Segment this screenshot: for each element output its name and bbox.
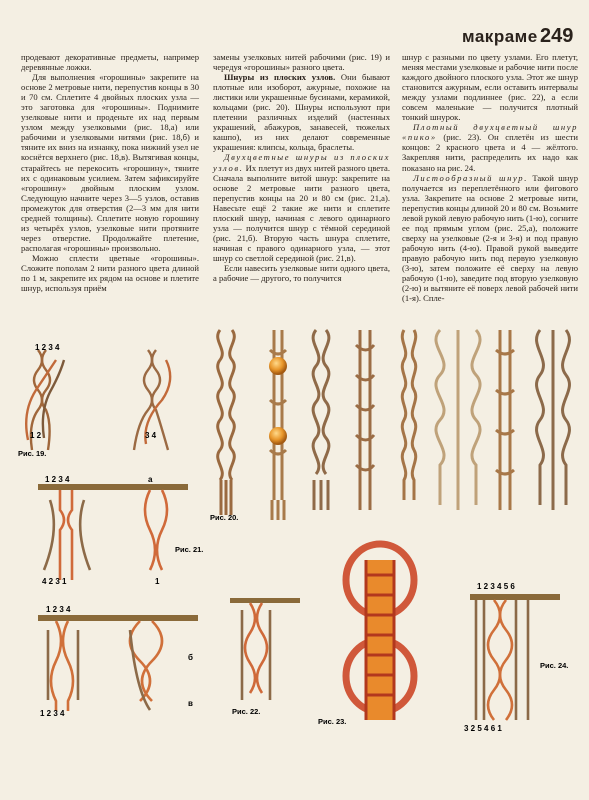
paragraph: замены узелковых нитей рабочими (рис. 19) и чередуя «горошины» разного цвета. [213, 52, 390, 73]
figure-24 [464, 582, 568, 733]
cord [537, 330, 570, 510]
figure-21 [38, 475, 203, 586]
figure-caption: Рис. 19. [18, 449, 47, 458]
cord [51, 621, 162, 711]
figure-22 [230, 598, 300, 716]
figure-caption: Рис. 20. [210, 513, 239, 522]
thread-numbers: 1 [155, 577, 160, 586]
section-heading: Двухцветные шнуры из плоских узлов. [213, 152, 390, 173]
holding-rod [38, 615, 198, 621]
thread-numbers: 1 2 3 4 [40, 709, 65, 718]
paragraph-text: Они бывают плотные или изоборот, ажурные, похожие на листики или украшенные бусинами, керамикой, кольцами (рис. 20). Шнуры используют при плетении различных изделий (настенных украшений, абажуров, занавесей, тюжелых кашпо), из них делают современные украшения: клипсы, кольца, браслеты. [213, 72, 390, 153]
paragraph-text: (рис. 23). Он сплетён из шести концов: 2 красного цвета и 4 — жёлтого. Закрепляя нити, распределить их надо как показано на рис. 24. [402, 132, 578, 173]
thread-numbers: 1 2 3 4 [46, 605, 71, 614]
cord [496, 330, 514, 510]
cord [218, 330, 235, 515]
holding-rod [230, 598, 300, 603]
cord [245, 603, 267, 693]
bead [269, 357, 287, 375]
figure-19 [18, 343, 170, 458]
figure-label: а [148, 475, 153, 484]
section-heading: Листообразный шнур. [413, 172, 528, 183]
thread-numbers: 1 2 3 4 5 6 [477, 582, 515, 591]
page-header-word: макраме [462, 27, 538, 46]
figure-caption: Рис. 21. [175, 545, 204, 554]
cord [402, 330, 415, 500]
thread-numbers: 3 2 5 4 6 1 [464, 724, 502, 733]
thread-numbers: 1 2 [30, 431, 42, 440]
paragraph-text: Их плетут из двух нитей разного цвета. Сначала выполните витой шнур: закрепите на основе 2 метровые нити разного цвета, перепустив концы на 20 и 80 см (рис. 21,а). Навесьте ещё 2 такие же нити и сплетите плоский шнур, начиная с левого одинарного узла — получится шнур с тёмной серединой (рис. 21,б). Вторую часть шнура сплетите, начиная с правого одинарного узла, — этот шнур со светлой серединой (рис. 21,в). [213, 162, 390, 263]
thread-numbers: 3 4 [145, 431, 157, 440]
holding-rod [470, 594, 560, 600]
holding-rod [38, 484, 188, 490]
thread-numbers: 4 2 3 1 [42, 577, 67, 586]
figure-label: б [188, 653, 193, 662]
figure-20 [210, 330, 569, 522]
paragraph: Если навесить узелковые нити одного цвета, а рабочие — другого, то получится [213, 262, 390, 284]
cord [313, 330, 329, 510]
figure-caption: Рис. 24. [540, 661, 569, 670]
bead [269, 427, 287, 445]
cord [44, 500, 90, 570]
cord [476, 600, 528, 720]
cord [356, 330, 374, 510]
paragraph-text: Такой шнур получается из переплетённого или фигового узла. Закрепите на основе 2 метровые нити, перепустив концы длиной 20 и 80 см. Возьмите левой рукой левую рабочую нить (1-ю), согните ее под прямым углом (рис. 25,а), положите сверху на узелковые (2-я и 3-я) и под правую рабочую нить (4-ю). Правой рукой выведите правую рабочую нить под первую узелковую (3-ю), затем положите её сверху на левую рабочую (1-ю), заведите под вторую узелковую (2-ю) и вытяните её поверх левой рабочей нити (1-я). Спле- [402, 172, 579, 304]
section-heading: Шнуры из плоских узлов. [224, 72, 336, 83]
figure-23 [318, 544, 414, 726]
cord [60, 490, 167, 580]
paragraph: Для выполнения «горошины» закрепите на основе 2 метровые нити, перепустив концы в 30 и 70 см. Сплетите 4 двойных плоских узла — это заготовка для «горошины». Поднимите узелковые нити и проденьте их над первым узлом между узелковыми (рис. 18,а) или рабочими и узелковыми нитями (рис. 18,б) и тяните их вниз на изнанку, пока нижний узел не коснётся верхнего (рис. 18,в). Вытягивая концы, старайтесь не перекосить «горошину», тяните их с одинаковым усилием. Затем зафиксируйте «горошину» двойным плоским узлом. Следующую начните через 3—5 узлов, оставив промежуток для отверстия (2—3 мм для нити средней толщины). Сплетите новую горошину из четырёх узлов, узелковые нити протяните через отверстие. Продолжайте плетение, располагая «горошины» произвольно. [21, 72, 199, 253]
section-heading: Плотный двухцветный шнур «пико» [402, 122, 578, 143]
page-number: 249 [540, 25, 574, 47]
figure-caption: Рис. 23. [318, 717, 347, 726]
figure-25 [38, 605, 198, 718]
thread-numbers: 1 2 3 4 [45, 475, 70, 484]
figure-caption: Рис. 22. [232, 707, 261, 716]
cord [436, 330, 480, 510]
cord [488, 600, 512, 720]
thread-numbers: 1 2 3 4 [35, 343, 60, 352]
paragraph: шнур с разными по цвету узлами. Его плетут, меняя местами узелковые и рабочие нити после каждого двойного плоского узла. Этот же шнур становится ажурным, если оставить интервалы между узлами подлиннее (рис. 22), а если совсем маленькие — получится плотный тонкий шнурок. [402, 52, 578, 123]
paragraph: продевают декоративные предметы, например деревянные ложки. [21, 52, 199, 73]
paragraph: Можно сплести цветные «горошины». Сложите пополам 2 нити разного цвета длиной по 1 м, закрепите их рядом на основе и плетите шнур, используя приём [21, 252, 199, 294]
figure-label: в [188, 699, 193, 708]
